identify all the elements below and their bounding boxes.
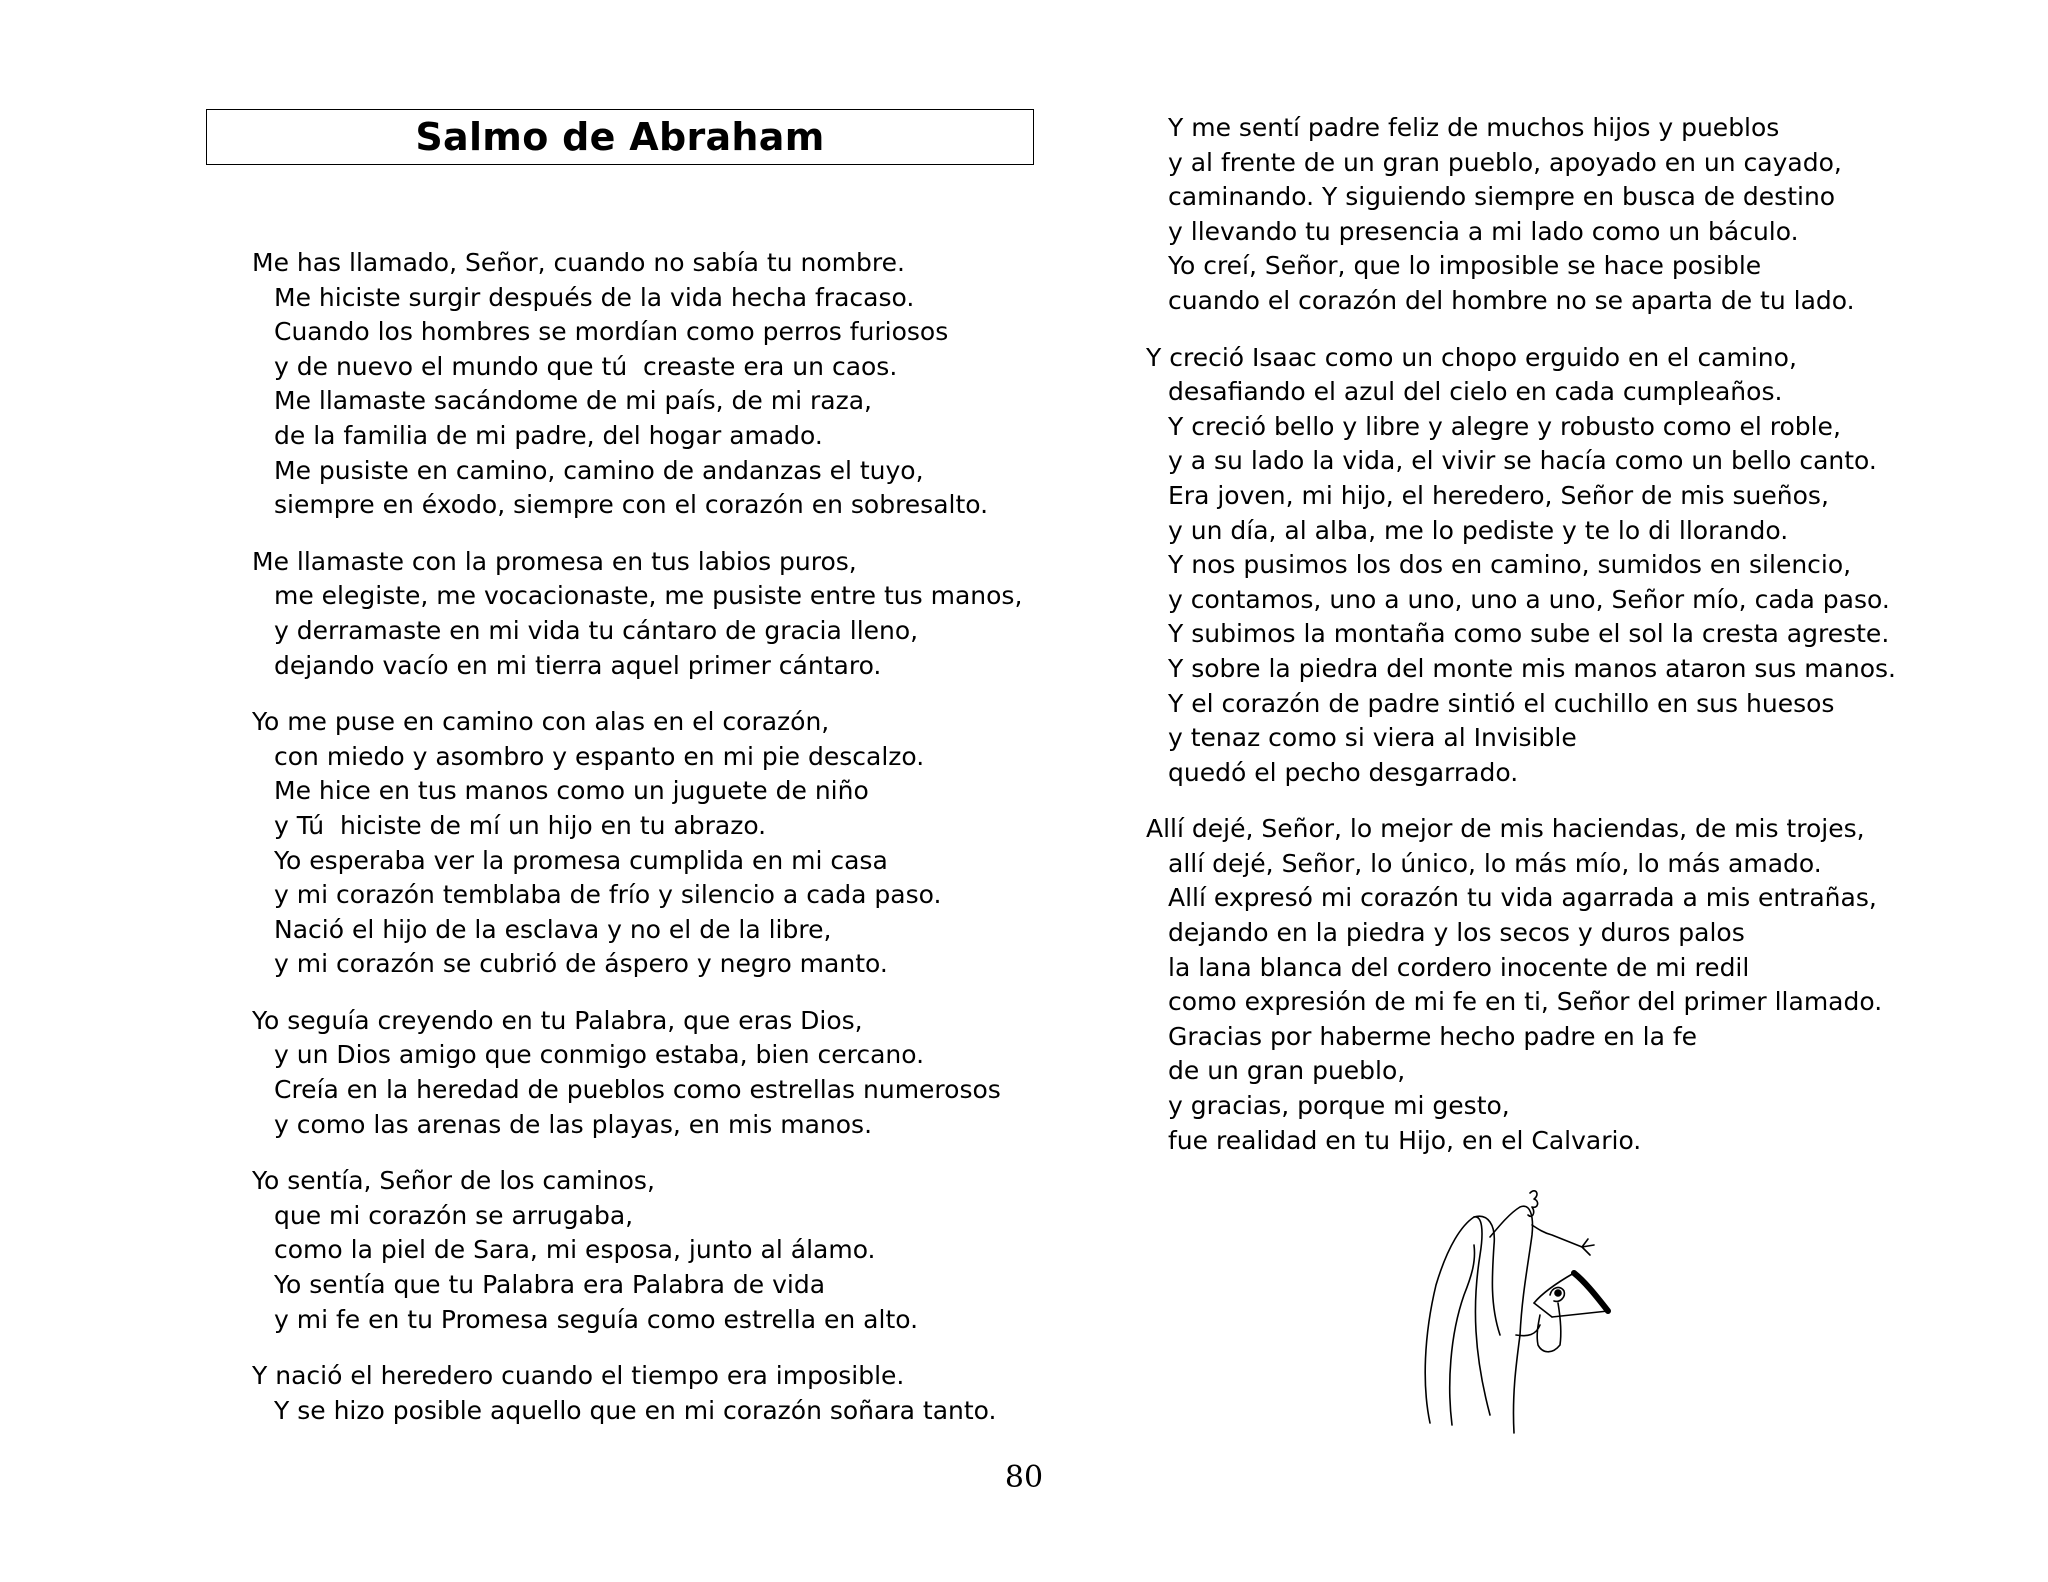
verse-line: cuando el corazón del hombre no se aparta de tu lado.: [1168, 285, 1855, 315]
verse-line: la lana blanca del cordero inocente de mi redil: [1168, 952, 1750, 982]
verse-line: Yo sentía, Señor de los caminos,: [252, 1166, 655, 1196]
verse-line: Me has llamado, Señor, cuando no sabía tu nombre.: [252, 248, 905, 277]
verse-line: que mi corazón se arrugaba,: [274, 1200, 634, 1230]
verse-line: caminando. Y siguiendo siempre en busca de destino: [1168, 182, 1836, 212]
verse-line: Me hiciste surgir después de la vida hecha fracaso.: [274, 282, 915, 312]
verse-line: Y nos pusimos los dos en camino, sumidos en silencio,: [1168, 550, 1852, 580]
verse-line: y tenaz como si viera al Invisible: [1168, 723, 1577, 753]
verse-line: Allí dejé, Señor, lo mejor de mis haciendas, de mis trojes,: [1146, 814, 1865, 844]
verse-line: quedó el pecho desgarrado.: [1168, 757, 1519, 787]
verse-line: Me llamaste sacándome de mi país, de mi raza,: [274, 386, 872, 416]
stanza: [1146, 111, 2026, 319]
stanza: [252, 1004, 1052, 1142]
abraham-isaac-illustration: [1412, 1185, 1657, 1435]
verse-line: allí dejé, Señor, lo único, lo más mío, lo más amado.: [1168, 848, 1822, 878]
verse-line: desafiando el azul del cielo en cada cumpleaños.: [1168, 377, 1783, 407]
verse-line: Y subimos la montaña como sube el sol la cresta agreste.: [1168, 619, 1890, 649]
verse-line: con miedo y asombro y espanto en mi pie descalzo.: [274, 741, 925, 771]
verse-line: y de nuevo el mundo que tú creaste era un caos.: [274, 351, 898, 381]
stanza: [252, 1164, 1052, 1337]
verse-line: y un día, al alba, me lo pediste y te lo di llorando.: [1168, 515, 1789, 545]
verse-line: dejando vacío en mi tierra aquel primer cántaro.: [274, 650, 882, 680]
verse-line: fue realidad en tu Hijo, en el Calvario.: [1168, 1125, 1642, 1155]
page-number: 80: [1004, 1460, 1044, 1495]
verse-line: Allí expresó mi corazón tu vida agarrada a mis entrañas,: [1168, 883, 1877, 913]
verse-line: de la familia de mi padre, del hogar amado.: [274, 420, 823, 450]
verse-line: Era joven, mi hijo, el heredero, Señor de mis sueños,: [1168, 480, 1829, 510]
verse-line: me elegiste, me vocacionaste, me pusiste entre tus manos,: [274, 581, 1023, 611]
verse-line: Yo esperaba ver la promesa cumplida en mi casa: [274, 845, 888, 875]
verse-line: y a su lado la vida, el vivir se hacía como un bello canto.: [1168, 446, 1877, 476]
verse-line: Yo sentía que tu Palabra era Palabra de vida: [274, 1270, 826, 1300]
stanza: [252, 246, 1052, 523]
verse-line: como expresión de mi fe en ti, Señor del primer llamado.: [1168, 987, 1883, 1017]
verse-line: Y creció Isaac como un chopo erguido en el camino,: [1146, 342, 1797, 372]
verse-line: Y sobre la piedra del monte mis manos ataron sus manos.: [1168, 653, 1896, 683]
verse-line: y al frente de un gran pueblo, apoyado en un cayado,: [1168, 147, 1842, 177]
verse-line: Yo creí, Señor, que lo imposible se hace posible: [1168, 251, 1762, 281]
verse-line: Yo seguía creyendo en tu Palabra, que eras Dios,: [252, 1005, 863, 1035]
stanza: [252, 545, 1052, 683]
stanza: [1146, 812, 2026, 1158]
verse-line: y contamos, uno a uno, uno a uno, Señor mío, cada paso.: [1168, 584, 1890, 614]
page-title: Salmo de Abraham: [415, 115, 825, 159]
verse-line: y llevando tu presencia a mi lado como un báculo.: [1168, 216, 1799, 246]
verse-line: y mi corazón se cubrió de áspero y negro manto.: [274, 949, 888, 979]
verse-line: Y se hizo posible aquello que en mi corazón soñara tanto.: [274, 1395, 997, 1425]
verse-line: Nació el hijo de la esclava y no el de la libre,: [274, 914, 832, 944]
verse-line: Y me sentí padre feliz de muchos hijos y pueblos: [1168, 113, 1780, 142]
verse-line: Cuando los hombres se mordían como perros furiosos: [274, 317, 949, 347]
verse-line: y gracias, porque mi gesto,: [1168, 1091, 1510, 1121]
verse-line: Y nació el heredero cuando el tiempo era imposible.: [252, 1361, 905, 1391]
verse-line: de un gran pueblo,: [1168, 1056, 1406, 1086]
verse-line: Me hice en tus manos como un juguete de niño: [274, 776, 869, 806]
verse-line: y Tú hiciste de mí un hijo en tu abrazo.: [274, 810, 767, 840]
verse-line: y un Dios amigo que conmigo estaba, bien cercano.: [274, 1040, 925, 1070]
verse-line: y mi fe en tu Promesa seguía como estrella en alto.: [274, 1304, 919, 1334]
verse-line: y mi corazón temblaba de frío y silencio a cada paso.: [274, 880, 942, 910]
stanza: [1146, 341, 2026, 791]
verse-line: Gracias por haberme hecho padre en la fe: [1168, 1021, 1698, 1051]
verse-line: Me pusiste en camino, camino de andanzas el tuyo,: [274, 455, 924, 485]
verse-line: y como las arenas de las playas, en mis manos.: [274, 1109, 873, 1139]
title-box: [206, 109, 1034, 165]
verse-line: Creía en la heredad de pueblos como estrellas numerosos: [274, 1075, 1001, 1105]
stanza: [252, 705, 1052, 982]
left-column: [252, 246, 1052, 1450]
verse-line: como la piel de Sara, mi esposa, junto al álamo.: [274, 1235, 876, 1265]
verse-line: Y el corazón de padre sintió el cuchillo en sus huesos: [1168, 688, 1835, 718]
verse-line: y derramaste en mi vida tu cántaro de gracia lleno,: [274, 615, 919, 645]
verse-line: Y creció bello y libre y alegre y robusto como el roble,: [1168, 411, 1841, 441]
verse-line: Me llamaste con la promesa en tus labios puros,: [252, 546, 857, 576]
right-column: [1146, 111, 2026, 1180]
verse-line: dejando en la piedra y los secos y duros palos: [1168, 918, 1745, 948]
verse-line: Yo me puse en camino con alas en el corazón,: [252, 707, 830, 737]
stanza: [252, 1359, 1052, 1428]
verse-line: siempre en éxodo, siempre con el corazón en sobresalto.: [274, 490, 989, 520]
